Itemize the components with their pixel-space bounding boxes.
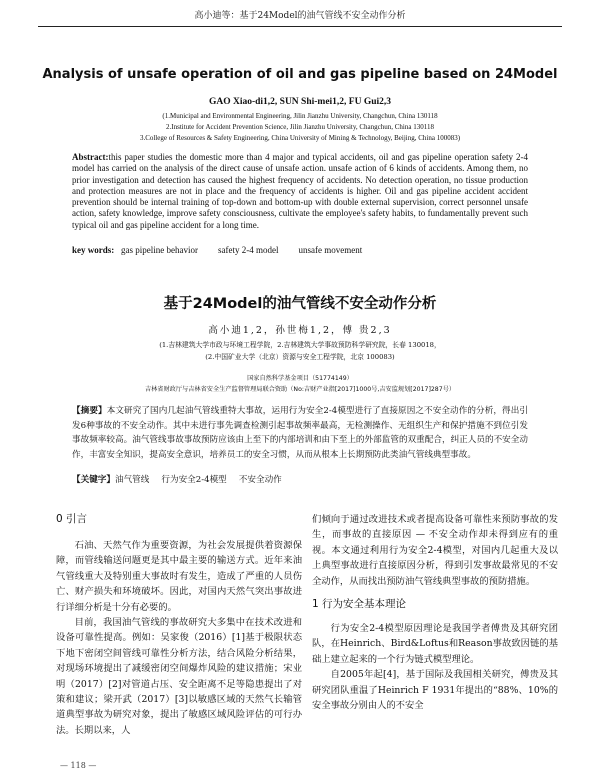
- chinese-abstract: [72, 404, 528, 462]
- chinese-keyword: 行为安全2-4模型: [161, 475, 227, 485]
- english-affiliation-1: (1.Municipal and Environmental Engineering, Jilin Jianzhu University, Changchun, China 130118: [162, 112, 438, 120]
- section1-heading: 1 行为安全基本理论: [312, 598, 407, 611]
- chinese-abstract-text: 本文研究了国内几起油气管线重特大事故，运用行为安全2-4模型进行了直接原因之不安全动作的分析，得出引发6种事故的不安全动作。其中未进行事先调查检测引起事故频率最高，无检测操作、无组织生产和保护措施不到位引发事故频率较高。油气管线事故事故预防应该由上至下的内部培训和由下至上的外部监管的双重配合，纠正人员的不安全动作，丰富安全知识，提高安全意识，培养员工的安全习惯，从而从根本上长期预防此类油气管线典型事故。: [72, 406, 528, 460]
- intro-paragraph: 石油、天然气作为重要资源，为社会发展提供着资源保障，而管线输送问题更是其中最主要的输送方式。近年来油气管线重大及特别重大事故时有发生，造成了严重的人员伤亡、财产损失和环境破坏。因此，对国内天然气突出事故进行详细分析是十分有必要的。: [56, 540, 302, 613]
- funding-line-1: 国家自然科学基金项目（51774149）: [247, 375, 353, 382]
- english-keywords: [72, 245, 528, 255]
- section1-paragraph: 自2005年起[4]，基于国际及我国相关研究，傅贵及其研究团队重温了Heinrich F 1931年提出的“88%、10%的安全事故分别由人的不安全: [312, 669, 558, 712]
- header-rule: [38, 26, 562, 27]
- english-keywords-label: key words:: [72, 245, 115, 255]
- page-number-mark: — 118 —: [60, 761, 97, 770]
- english-abstract-text: this paper studies the domestic more than 4 major and typical accidents, oil and gas pipeline operation safety 2-4 model has carried on the analysis of the direct cause of unsafe action. unsafe action of 6 kinds of accidents. Among them, no prior investigation and detection has caused the highest frequency of accidents. No detection operation, no tissue production and protection measures are not in place and the frequency of accidents is higher. Oil and gas pipeline accident accident prevention should be internal training of top-down and bottom-up with double external supervision, correct personnel unsafe action, safety knowledge, improve safety consciousness, cultivate the employee's safety habits, to fundamentally prevent such typical oil and gas pipeline accident for a long time.: [72, 152, 528, 230]
- section1-paragraph: 行为安全2-4模型原因理论是我国学者傅贵及其研究团队，在Heinrich、Bird&Loftus和Reason事故致因链的基础上建立起来的一个行为链式模型理论。: [312, 623, 558, 665]
- left-column: [56, 512, 302, 738]
- chinese-keywords: [72, 473, 528, 485]
- chinese-keyword: 油气管线: [114, 475, 150, 485]
- english-affiliation-3: 3.College of Resources & Safety Engineering, China University of Mining & Technology, Beijing, China 100083): [139, 134, 461, 142]
- english-keyword: safety 2-4 model: [217, 245, 279, 255]
- english-abstract-label: Abstract:: [72, 152, 109, 162]
- chinese-affiliation-1: (1.吉林建筑大学市政与环境工程学院，2.吉林建筑大学事故预防科学研究院，长春 130018，: [159, 341, 441, 349]
- english-keyword: gas pipeline behavior: [121, 245, 198, 255]
- english-title: Analysis of unsafe operation of oil and gas pipeline based on 24Model: [42, 67, 558, 82]
- english-authors: GAO Xiao-di1,2, SUN Shi-mei1,2, FU Gui2,3: [208, 97, 392, 107]
- right-column: [312, 512, 558, 713]
- chinese-title: 基于24Model的油气管线不安全动作分析: [163, 296, 437, 312]
- intro-continued-paragraph: 们倾向于通过改进技术或者提高设备可靠性来预防事故的发生，而事故的直接原因 — 不安全动作却未得到应有的重视。本文通过利用行为安全2-4模型，对国内几起重大及以上典型事故进行直接原因分析，得到引发事故最常见的不安全动作，从而找出预防油气管线典型事故的预防措施。: [312, 514, 558, 587]
- english-abstract: [72, 152, 528, 231]
- english-affiliation-2: 2.Institute for Accident Prevention Science, Jilin Jianzhu University, Changchun, China 130118: [166, 123, 434, 131]
- funding-line-2: 吉林省财政厅与吉林省安全生产监督管理局联合资助（No:吉财产业指[2017]1000号,吉安监规划[2017]287号）: [144, 386, 456, 393]
- running-header: 高小迪等：基于24Model的油气管线不安全动作分析: [194, 11, 406, 21]
- english-keyword: unsafe movement: [298, 245, 363, 255]
- chinese-keyword: 不安全动作: [238, 475, 282, 485]
- intro-paragraph: 目前，我国油气管线的事故研究大多集中在技术改进和设备可靠性提高。例如：吴家俊（2016）[1]基于极限状态下地下密闭空间管线可靠性分析方法，结合风险分析结果，对现场环境提出了减缓密闭空间爆炸风险的建议措施；宋业明（2017）[2]对管道占压、安全距离不足等隐患提出了对策和建议；梁开武（2017）[3]以敏感区域的天然气长输管道典型事故为研究对象，提出了敏感区域风险评估的可行办法。长期以来，人: [56, 617, 302, 736]
- chinese-abstract-label: 【摘要】: [72, 406, 107, 416]
- chinese-keywords-label: 【关键字】: [72, 475, 115, 485]
- intro-heading: 0 引言: [56, 513, 88, 525]
- chinese-authors: 高小迪1,2，孙世梅1,2，傅 贵2,3: [208, 325, 392, 336]
- chinese-affiliation-2: (2.中国矿业大学（北京）资源与安全工程学院，北京 100083): [205, 353, 395, 361]
